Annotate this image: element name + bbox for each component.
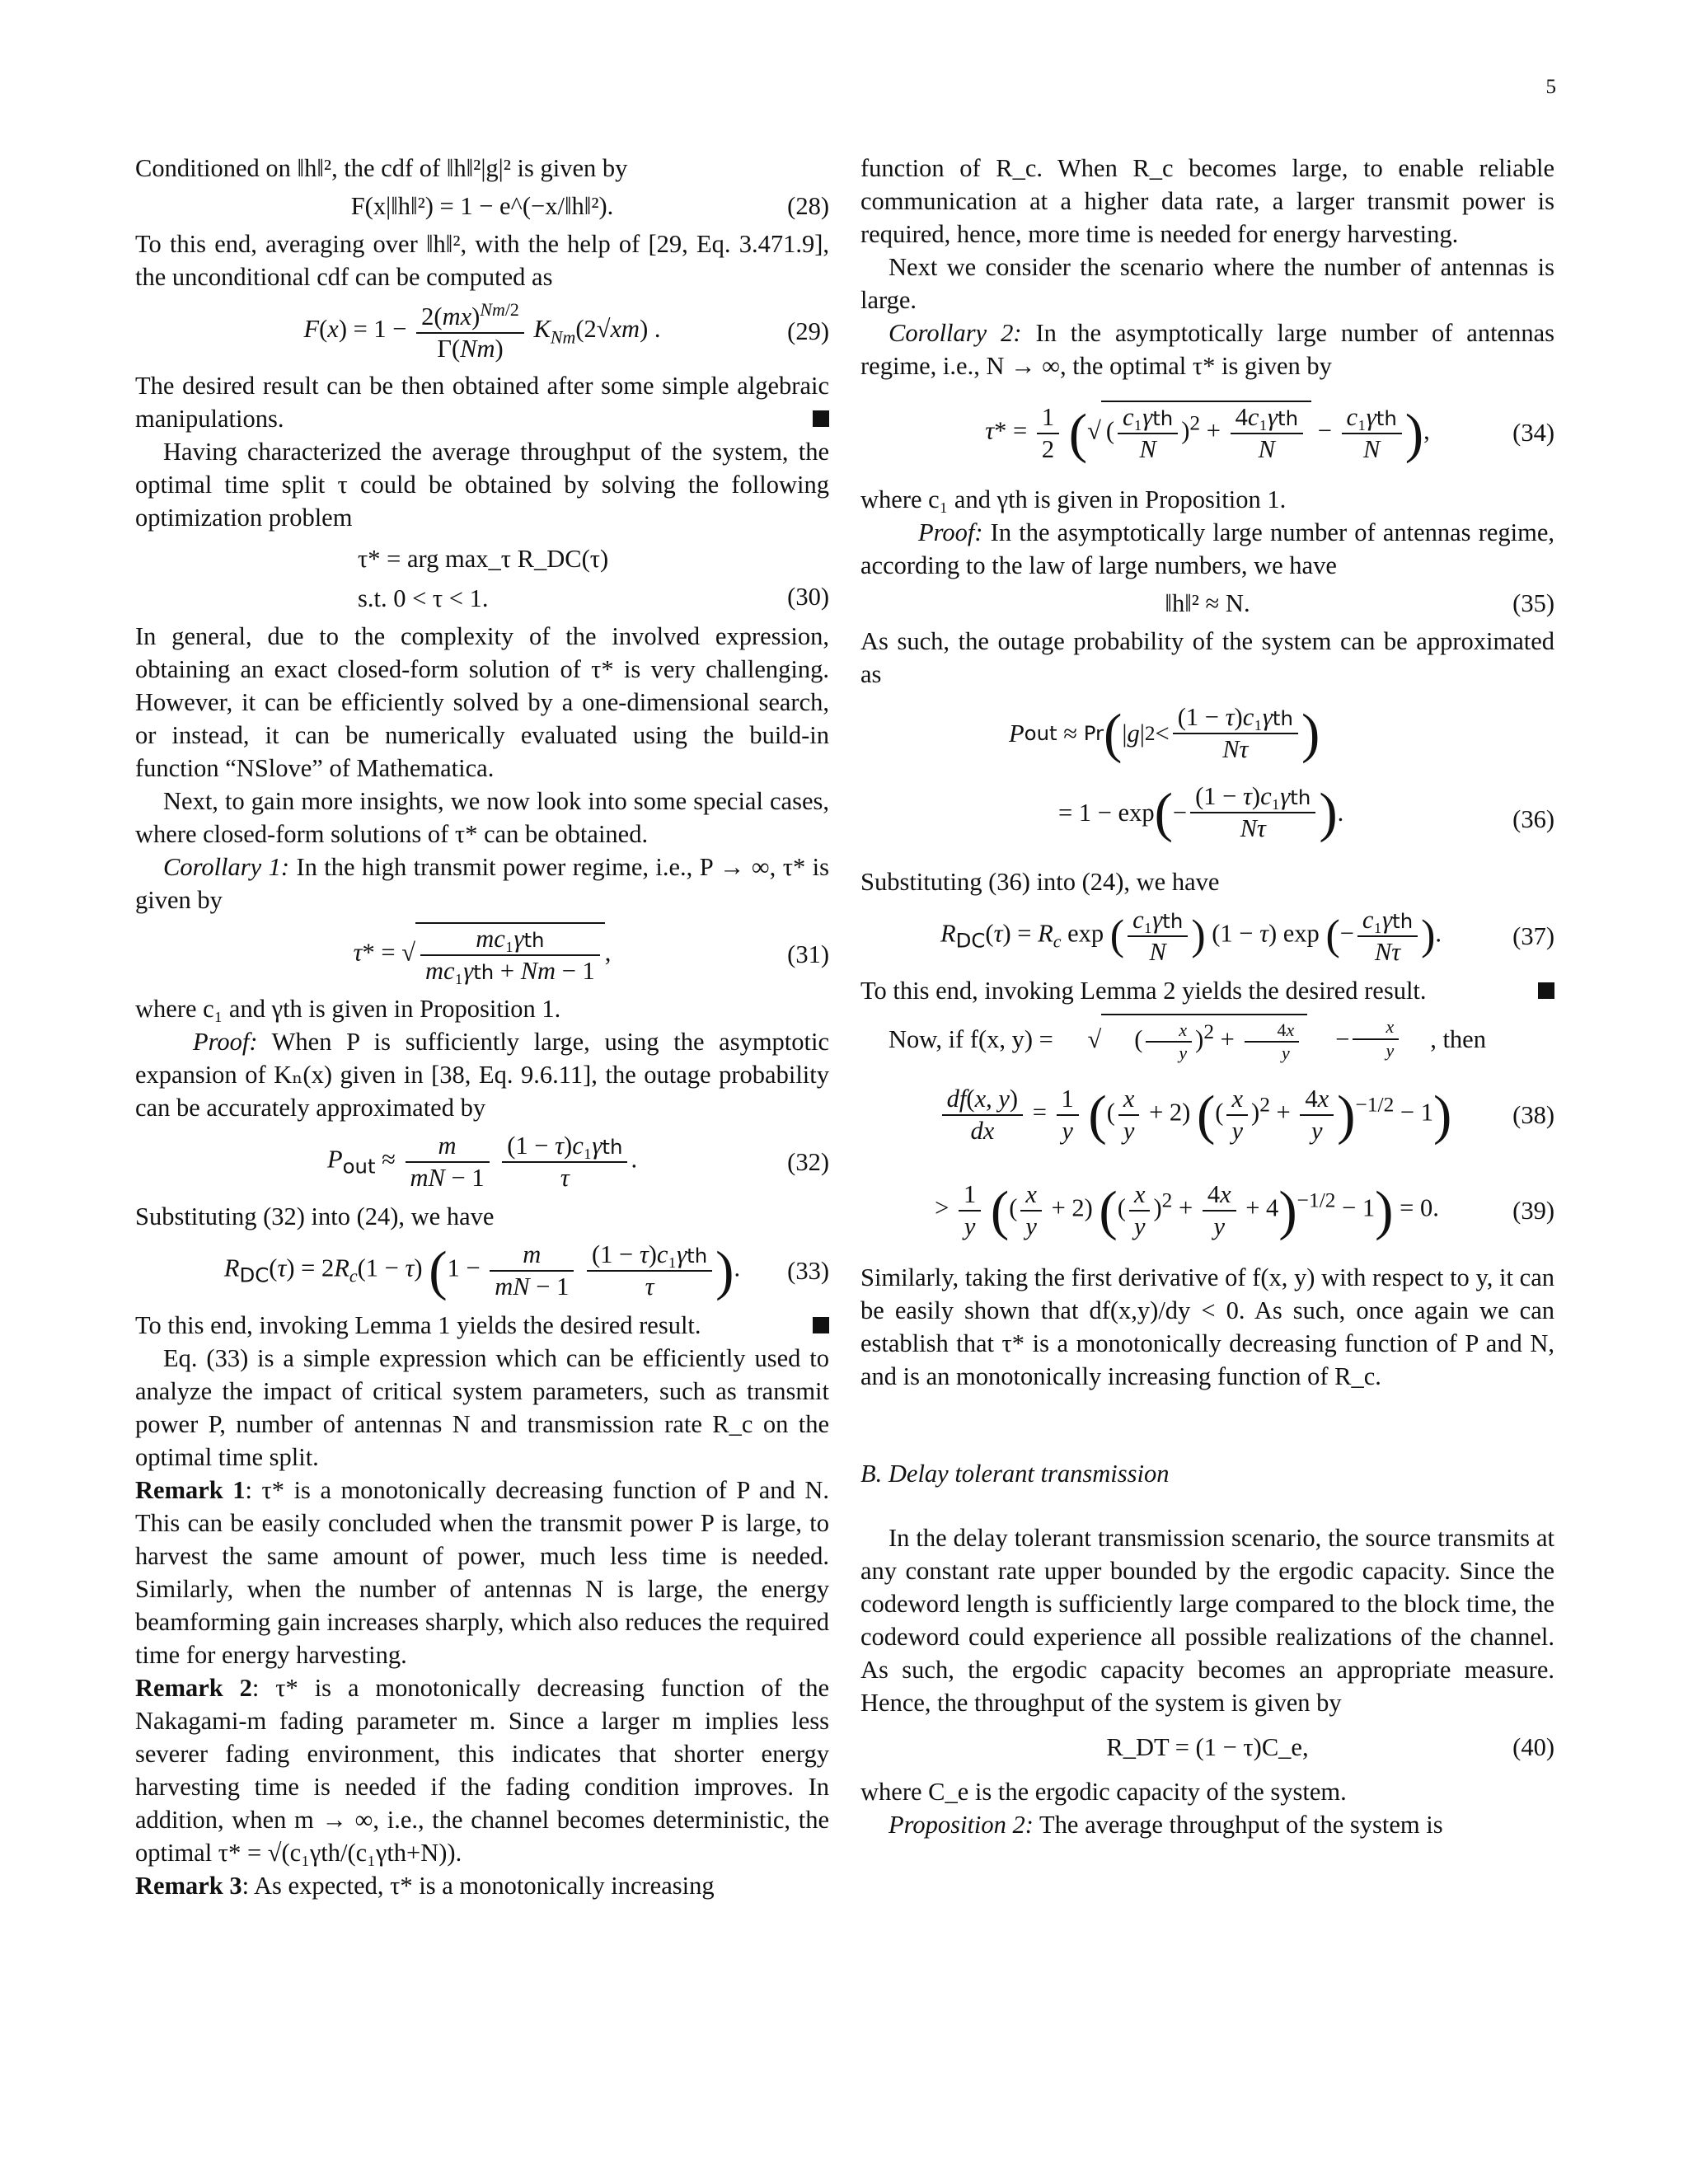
equation-body: $R_{DC}(\tau) = R_c$ exp ( $\frac{\text{c₁γth}}{N}$ ) (1 − τ) exp (− $\frac{\text{c₁γth}}{N\tau}$ ). xyxy=(940,906,1442,966)
paragraph: Substituting (32) into (24), we have xyxy=(135,1202,495,1230)
equation-28 xyxy=(135,190,829,223)
paragraph: where C_e is the ergodic capacity of the system. xyxy=(860,1777,1347,1806)
qed-symbol xyxy=(813,410,829,427)
equation-31 xyxy=(135,921,829,987)
proof: Proof: When P is sufficiently large, using the asymptotic expansion of Kₙ(x) given in [38, Eq. 9.6.11], the outage probability can be accurately approximated by xyxy=(135,1028,829,1122)
equation-body: τ* = √ $\frac{\text{mc₁γth}}{\text{mc₁γth + Nm − 1}}$ , xyxy=(354,922,612,986)
paragraph: Eq. (33) is a simple expression which can be efficiently used to analyze the impact of critical system parameters, such as transmit power P, number of antennas N and transmission rate R_c on the optimal time split. xyxy=(135,1344,829,1471)
equation-line: = 1 − exp ( − $\frac{\text{(1 − τ)c₁γth}}{N\tau}$ ) . xyxy=(1058,781,1344,844)
paragraph: Next we consider the scenario where the number of antennas is large. xyxy=(860,253,1554,314)
remark-label: Remark 1 xyxy=(135,1476,246,1504)
equation-number: (33) xyxy=(787,1257,829,1285)
paragraph: where c₁ and γth is given in Proposition 1. xyxy=(860,485,1287,513)
paragraph: Next, to gain more insights, we now look into some special cases, where closed-form solutions of τ* can be obtained. xyxy=(135,787,829,848)
paragraph: To this end, invoking Lemma 1 yields the desired result. xyxy=(135,1309,829,1342)
equation-number: (35) xyxy=(1512,589,1554,617)
equation-36 xyxy=(860,696,1554,860)
equation-line: s.t. 0 < τ < 1. xyxy=(358,584,489,612)
equation-number: (32) xyxy=(787,1148,829,1176)
equation-body: τ* = $\frac{1}{2}$ (√ ( $\frac{\text{c₁γth}}{N}$ )$^2$ + $\frac{\text{4c₁γth}}{N}$ − $\frac{\text{c₁γth}}{N}$ ), xyxy=(985,401,1430,464)
corollary-1: Corollary 1: In the high transmit power regime, i.e., P → ∞, τ* is given by xyxy=(135,853,830,914)
equation-number: (34) xyxy=(1512,419,1554,447)
proposition-label: Proposition 2: xyxy=(889,1810,1034,1839)
equation-body: R_DT = (1 − τ)C_e, xyxy=(1106,1732,1309,1761)
equation-number: (36) xyxy=(1512,805,1554,833)
equation-37 xyxy=(860,903,1554,969)
remark-label: Remark 2 xyxy=(135,1674,252,1702)
equation-40 xyxy=(860,1731,1554,1764)
qed-symbol xyxy=(813,1317,829,1333)
left-column xyxy=(135,152,829,1902)
remark-3: Remark 3: As expected, τ* is a monotonically increasing xyxy=(135,1872,715,1900)
equation-line: τ* = arg max_τ R_DC(τ) xyxy=(358,545,609,573)
equation-30 xyxy=(135,542,829,615)
paragraph: As such, the outage probability of the system can be approximated as xyxy=(860,627,1554,688)
corollary-label: Corollary 1: xyxy=(163,853,290,881)
equation-body: F(x|‖h‖²) = 1 − e^(−x/‖h‖²). xyxy=(350,192,614,220)
remark-1: Remark 1: τ* is a monotonically decreasing function of P and N. This can be easily concluded when the transmit power P is large, to harvest the same amount of power, much less time is needed. Similarly, when the number of antennas N is large, the energy beamforming gain increases sharply, which also reduces the required time for energy harvesting. xyxy=(135,1476,829,1669)
equation-number: (38) xyxy=(1512,1100,1554,1129)
corollary-2: Corollary 2: In the asymptotically large number of antennas regime, i.e., N → ∞, the optimal τ* is given by xyxy=(860,319,1554,380)
equation-body: > $\frac{1}{y}$ (( $\frac{x}{y}$ + 2) (( $\frac{x}{y}$ )$^2$ + $\frac{4x}{y}$ + 4)$^{-1/2}$ − 1) = 0. xyxy=(935,1179,1439,1241)
proof-label: Proof: xyxy=(193,1028,258,1056)
equation-number: (40) xyxy=(1512,1732,1554,1761)
equation-35 xyxy=(860,587,1554,620)
paragraph: In general, due to the complexity of the involved expression, obtaining an exact closed-form solution of τ* is very challenging. However, it can be efficiently solved by a one-dimensional search, or instead, it can be numerically evaluated using the build-in function “NSlove” of Mathematica. xyxy=(135,622,829,782)
right-column xyxy=(860,152,1554,1841)
section-heading: B. Delay tolerant transmission xyxy=(860,1459,1170,1488)
equation-body: $R_{DC}(\tau) = 2R_c(1 - \tau) (1$ − $\frac{m}{mN - 1}$ $\frac{\text{(1 − τ)c₁γth}}{\tau}$ ). xyxy=(223,1240,741,1302)
qed-symbol xyxy=(1538,982,1554,999)
equation-body: $\frac{df(x, y)}{dx}$ = $\frac{1}{y}$ (( $\frac{x}{y}$ + 2) (( $\frac{x}{y}$ )$^2$ + $\frac{4x}{y}$ )$^{-1/2}$ − 1) xyxy=(939,1084,1452,1146)
equation-body: ‖h‖² ≈ N. xyxy=(1165,589,1250,617)
equation-number: (28) xyxy=(787,192,829,220)
equation-34 xyxy=(860,387,1554,478)
equation-38 xyxy=(860,1070,1554,1160)
paragraph: Conditioned on ‖h‖², the cdf of ‖h‖²|g|² is given by xyxy=(135,154,628,182)
equation-33 xyxy=(135,1238,829,1304)
paragraph: where c₁ and γth is given in Proposition 1. xyxy=(135,995,561,1023)
proof-label: Proof: xyxy=(918,518,983,546)
paragraph: Now, if f(x, y) = √ ( $\frac{x}{y}$ )$^2$ + $\frac{4x}{y}$ − $\frac{x}{y}$ , then xyxy=(860,1014,1554,1065)
paragraph: To this end, invoking Lemma 2 yields the desired result. xyxy=(860,974,1554,1007)
paragraph: In the delay tolerant transmission scenario, the source transmits at any constant rate upper bounded by the ergodic capacity. Since the codeword length is sufficiently large compared to the block time, the codeword could experience all possible realizations of the channel. As such, the ergodic capacity becomes an appropriate measure. Hence, the throughput of the system is given by xyxy=(860,1523,1554,1717)
equation-29 xyxy=(135,298,829,364)
paragraph: The desired result can be then obtained after some simple algebraic manipulations. xyxy=(135,372,829,433)
equation-number: (30) xyxy=(787,583,829,611)
remark-label: Remark 3 xyxy=(135,1872,242,1900)
equation-number: (29) xyxy=(787,317,829,345)
equation-body: $P_{out}$ ≈ $\frac{m}{mN - 1}$ $\frac{\text{(1 − τ)c₁γth}}{\tau}$ . xyxy=(326,1132,638,1192)
equation-body: F(x) = 1 − $\frac{2(mx)^{Nm/2}}{\Gamma(Nm)}$ $K_{Nm}(2√xm)$ . xyxy=(303,298,661,363)
equation-number: (39) xyxy=(1512,1196,1554,1225)
remark-2: Remark 2: τ* is a monotonically decreasing function of the Nakagami-m fading parameter m. Since a larger m implies less severer fading environment, this indicates that shorter energy harvesting time is needed if the fading condition improves. In addition, when m → ∞, i.e., the channel becomes deterministic, the optimal τ* = √(c₁γth/(c₁γth+N)). xyxy=(135,1674,829,1867)
equation-39 xyxy=(860,1165,1554,1256)
paragraph: Substituting (36) into (24), we have xyxy=(860,868,1220,896)
paragraph: To this end, averaging over ‖h‖², with the help of [29, Eq. 3.471.9], the unconditional cdf can be computed as xyxy=(135,230,829,291)
equation-number: (31) xyxy=(787,940,829,968)
paragraph: Similarly, taking the first derivative of f(x, y) with respect to y, it can be easily shown that df(x,y)/dy < 0. As such, once again we can establish that τ* is a monotonically decreasing function of P and N, and is an monotonically increasing function of R_c. xyxy=(860,1263,1554,1390)
equation-32 xyxy=(135,1129,829,1195)
paragraph: Having characterized the average throughput of the system, the optimal time split τ could be obtained by solving the following optimization problem xyxy=(135,438,829,532)
corollary-label: Corollary 2: xyxy=(889,319,1022,347)
proof: Proof: In the asymptotically large number of antennas regime, according to the law of large numbers, we have xyxy=(860,518,1555,579)
page-number: 5 xyxy=(1545,76,1556,98)
paragraph: function of R_c. When R_c becomes large, to enable reliable communication at a higher data rate, a larger transmit power is required, hence, more time is needed for energy harvesting. xyxy=(860,154,1554,248)
proposition-2: Proposition 2: The average throughput of the system is xyxy=(889,1810,1443,1839)
equation-number: (37) xyxy=(1512,922,1554,950)
equation-line: P out ≈ Pr ( | g | 2 < $\frac{\text{(1 − τ)c₁γth}}{N\tau}$ ) xyxy=(1009,702,1320,765)
